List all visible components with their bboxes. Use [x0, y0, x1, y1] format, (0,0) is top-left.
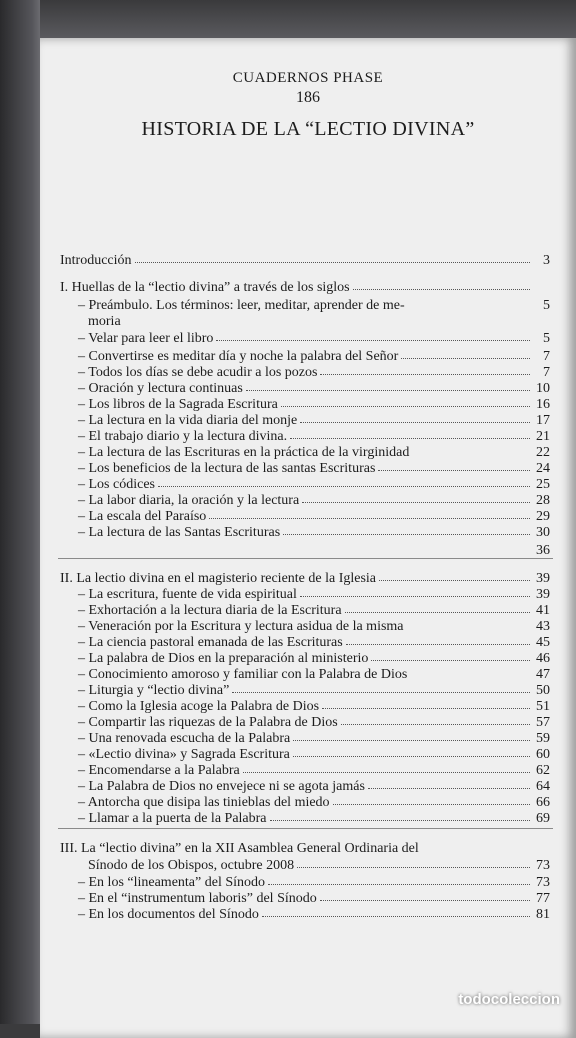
toc-entry-text: – La ciencia pastoral emanada de las Escrituras: [78, 635, 343, 650]
toc-leader-dots: [322, 708, 530, 709]
toc-entry-page: 7: [543, 349, 550, 364]
toc-entry: [60, 313, 550, 331]
toc-entry: [60, 252, 550, 270]
toc-entry: [60, 524, 550, 542]
toc-leader-dots: [379, 580, 530, 581]
toc-entry-text: – La labor diaria, la oración y la lectura: [78, 493, 300, 508]
toc-entry-page: 57: [536, 715, 550, 730]
toc-entry-page: 81: [536, 907, 550, 922]
toc-leader-dots: [346, 644, 530, 645]
toc-entry-page: 28: [536, 493, 550, 508]
toc-leader-dots: [290, 438, 530, 439]
toc-entry-text: – Llamar a la puerta de la Palabra: [78, 811, 267, 826]
toc-entry-page: 36: [536, 543, 550, 558]
toc-leader-dots: [371, 660, 530, 661]
toc-entry-page: 50: [536, 683, 550, 698]
toc-leader-dots: [209, 518, 530, 519]
toc-entry: [60, 279, 550, 297]
toc-entry-text: – El trabajo diario y la lectura divina.: [78, 429, 288, 444]
toc-entry-text: – En los “lineamenta” del Sínodo: [78, 875, 266, 890]
toc-entry-text: – La escala del Paraíso: [78, 509, 207, 524]
toc-entry-page: 45: [536, 635, 550, 650]
toc-leader-dots: [297, 867, 530, 868]
toc-entry-page: 25: [536, 477, 550, 492]
toc-leader-dots: [333, 804, 530, 805]
section-divider: [58, 558, 553, 559]
toc-entry-page: 73: [536, 875, 550, 890]
toc-entry-page: 59: [536, 731, 550, 746]
toc-entry-text: II. La lectio divina en el magisterio reciente de la Iglesia: [60, 571, 377, 586]
toc-entry-page: 29: [536, 509, 550, 524]
toc-entry-page: 62: [536, 763, 550, 778]
toc-entry-page: 17: [536, 413, 550, 428]
toc-entry-text: – En los documentos del Sínodo: [78, 907, 259, 922]
toc-entry-text: – La palabra de Dios en la preparación al ministerio: [78, 651, 369, 666]
toc-entry-page: 5: [543, 331, 550, 346]
toc-entry-page: 21: [536, 429, 550, 444]
toc-leader-dots: [270, 820, 530, 821]
toc-entry-text: – La lectura de las Santas Escrituras: [78, 525, 281, 540]
toc-leader-dots: [378, 470, 530, 471]
toc-leader-dots: [320, 900, 530, 901]
toc-entry-text: III. La “lectio divina” en la XII Asamblea General Ordinaria del: [60, 841, 419, 856]
toc-entry-text: – Como la Iglesia acoge la Palabra de Dios: [78, 699, 320, 714]
toc-entry: [60, 840, 550, 858]
section-divider: [58, 828, 553, 829]
toc-leader-dots: [293, 756, 530, 757]
toc-entry-page: 69: [536, 811, 550, 826]
toc-leader-dots: [232, 692, 530, 693]
toc-entry-text: moria: [88, 314, 121, 329]
toc-entry-page: 39: [536, 587, 550, 602]
toc-leader-dots: [368, 788, 530, 789]
toc-entry-page: 66: [536, 795, 550, 810]
toc-entry-text: – Oración y lectura continuas: [78, 381, 243, 396]
toc-entry-text: – Los códices: [78, 477, 155, 492]
toc-leader-dots: [300, 422, 530, 423]
toc-entry-text: – Velar para leer el libro: [78, 331, 214, 346]
toc-entry-text: – Los libros de la Sagrada Escritura: [78, 397, 278, 412]
toc-entry-page: 60: [536, 747, 550, 762]
toc-leader-dots: [243, 772, 530, 773]
series-title: CUADERNOS PHASE: [232, 70, 384, 86]
toc-leader-dots: [345, 612, 530, 613]
toc-entry-page: 22: [536, 445, 550, 460]
toc-entry-page: 39: [536, 571, 550, 586]
toc-entry-text: – Exhortación a la lectura diaria de la Escritura: [78, 603, 342, 618]
toc-entry-text: I. Huellas de la “lectio divina” a través de los siglos: [60, 280, 350, 295]
toc-leader-dots: [353, 289, 530, 290]
toc-entry-page: 30: [536, 525, 550, 540]
toc-leader-dots: [268, 884, 530, 885]
toc-entry-page: 77: [536, 891, 550, 906]
toc-entry-text: Introducción: [60, 253, 132, 268]
toc-entry-page: 7: [543, 365, 550, 380]
toc-entry: [60, 330, 550, 348]
toc-entry-page: 46: [536, 651, 550, 666]
toc-entry-text: – Preámbulo. Los términos: leer, meditar, aprender de me-: [78, 298, 405, 313]
toc-entry-text: – Convertirse es meditar día y noche la palabra del Señor: [78, 349, 399, 364]
toc-entry-text: – Antorcha que disipa las tinieblas del miedo: [78, 795, 330, 810]
watermark-logo: todocoleccion: [458, 991, 560, 1008]
toc-entry-text: – Veneración por la Escritura y lectura asidua de la misma: [78, 619, 404, 634]
toc-leader-dots: [320, 374, 530, 375]
toc-entry-page: 10: [536, 381, 550, 396]
toc-entry-text: – Una renovada escucha de la Palabra: [78, 731, 291, 746]
toc-entry-text: – Compartir las riquezas de la Palabra de Dios: [78, 715, 338, 730]
toc-entry-page: 3: [543, 253, 550, 268]
toc-entry-text: – «Lectio divina» y Sagrada Escritura: [78, 747, 290, 762]
toc-leader-dots: [401, 358, 530, 359]
toc-entry-text: – Conocimiento amoroso y familiar con la Palabra de Dios: [78, 667, 408, 682]
toc-entry-text: Sínodo de los Obispos, octubre 2008: [88, 858, 295, 873]
toc-leader-dots: [300, 596, 530, 597]
toc-entry-page: 41: [536, 603, 550, 618]
toc-entry-text: – La escritura, fuente de vida espiritual: [78, 587, 297, 602]
toc-entry: [60, 857, 550, 875]
toc-entry-page: 47: [536, 667, 550, 682]
toc-leader-dots: [281, 406, 530, 407]
toc-entry-page: 5: [543, 298, 550, 313]
toc-entry-page: 24: [536, 461, 550, 476]
series-number: 186: [296, 89, 320, 106]
toc-leader-dots: [246, 390, 530, 391]
toc-leader-dots: [341, 724, 530, 725]
toc-leader-dots: [283, 534, 530, 535]
book-spine: [0, 0, 40, 1024]
toc-entry-page: 64: [536, 779, 550, 794]
toc-entry-text: – La lectura de las Escrituras en la práctica de la virginidad: [78, 445, 410, 460]
toc-leader-dots: [262, 916, 530, 917]
book-title: HISTORIA DE LA “LECTIO DIVINA”: [141, 118, 475, 140]
toc-entry-page: 73: [536, 858, 550, 873]
toc-entry: [60, 906, 550, 924]
toc-leader-dots: [216, 340, 530, 341]
toc-entry-text: – Liturgia y “lectio divina”: [78, 683, 230, 698]
toc-leader-dots: [293, 740, 530, 741]
toc-leader-dots: [135, 262, 530, 263]
toc-entry-page: 51: [536, 699, 550, 714]
toc-entry-text: – Encomendarse a la Palabra: [78, 763, 240, 778]
toc-entry-text: – En el “instrumentum laboris” del Sínodo: [78, 891, 317, 906]
toc-entry-text: – La Palabra de Dios no envejece ni se agota jamás: [78, 779, 365, 794]
toc-entry-text: – Todos los días se debe acudir a los pozos: [78, 365, 318, 380]
toc-leader-dots: [158, 486, 530, 487]
toc-entry: [60, 810, 550, 828]
toc-entry-text: – Los beneficios de la lectura de las santas Escrituras: [78, 461, 376, 476]
toc-entry-page: 43: [536, 619, 550, 634]
toc-leader-dots: [302, 502, 530, 503]
toc-entry-text: – La lectura en la vida diaria del monje: [78, 413, 298, 428]
page-top-edge: [40, 0, 576, 38]
toc-entry-page: 16: [536, 397, 550, 412]
